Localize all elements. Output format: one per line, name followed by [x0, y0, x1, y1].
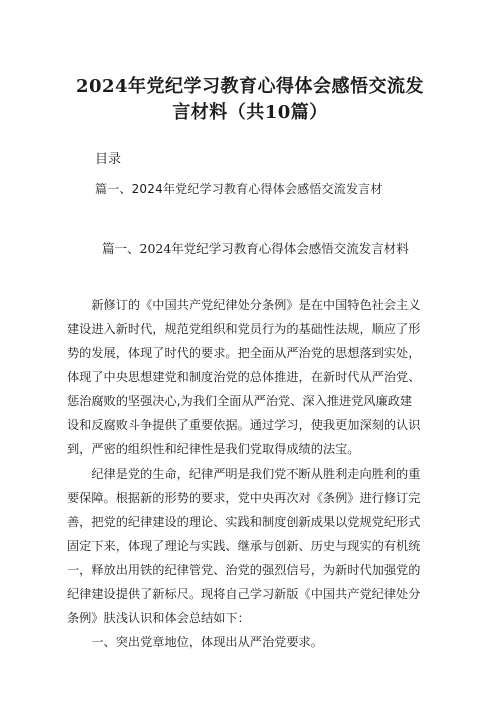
body-line: 新修订的《中国共产党纪律处分条例》是在中国特色社会主义 [67, 298, 421, 312]
toc-heading: 目录 [95, 152, 122, 167]
toc-item-1[interactable]: 篇一、2024年党纪学习教育心得体会感悟交流发言材 [95, 182, 383, 196]
document-title-line-1: 2024年党纪学习教育心得体会感悟交流发 [75, 76, 425, 97]
section-heading: 篇一、2024年党纪学习教育心得体会感悟交流发言材料 [102, 241, 409, 256]
body-line: 到，严密的组织性和纪律性是我们党取得成绩的法宝。 [67, 442, 360, 456]
body-line: 一，释放出用铁的纪律管党、治党的强烈信号，为新时代加强党的 [67, 563, 421, 577]
document-title-line-2: 言材料（共10篇） [172, 102, 328, 123]
body-line: 势的发展，体现了时代的要求。把全面从严治党的思想落到实处， [67, 346, 421, 360]
body-line: 建设进入新时代，规范党组织和党员行为的基础性法规，顺应了形 [67, 322, 421, 336]
body-line: 要保障。根据新的形势的要求，党中央再次对《条例》进行修订完 [67, 491, 421, 505]
body-line: 纪律建设提供了新标尺。现将自己学习新版《中国共产党纪律处分 [67, 587, 421, 601]
body-line: 一、突出党章地位，体现出从严治党要求。 [67, 635, 323, 649]
body-line: 体现了中央思想建党和制度治党的总体推进，在新时代从严治党、 [67, 370, 421, 384]
body-line: 固定下来，体现了理论与实践、继承与创新、历史与现实的有机统 [67, 539, 421, 553]
body-line: 条例》肤浅认识和体会总结如下： [67, 611, 250, 625]
body-line: 设和反腐败斗争提供了重要依据。通过学习，使我更加深刻的认识 [67, 418, 421, 432]
body-line: 纪律是党的生命，纪律严明是我们党不断从胜利走向胜利的重 [67, 467, 421, 481]
body-line: 惩治腐败的坚强决心,为我们全面从严治党、深入推进党风廉政建 [67, 394, 413, 408]
body-line: 善，把党的纪律建设的理论、实践和制度创新成果以党规党纪形式 [67, 515, 421, 529]
